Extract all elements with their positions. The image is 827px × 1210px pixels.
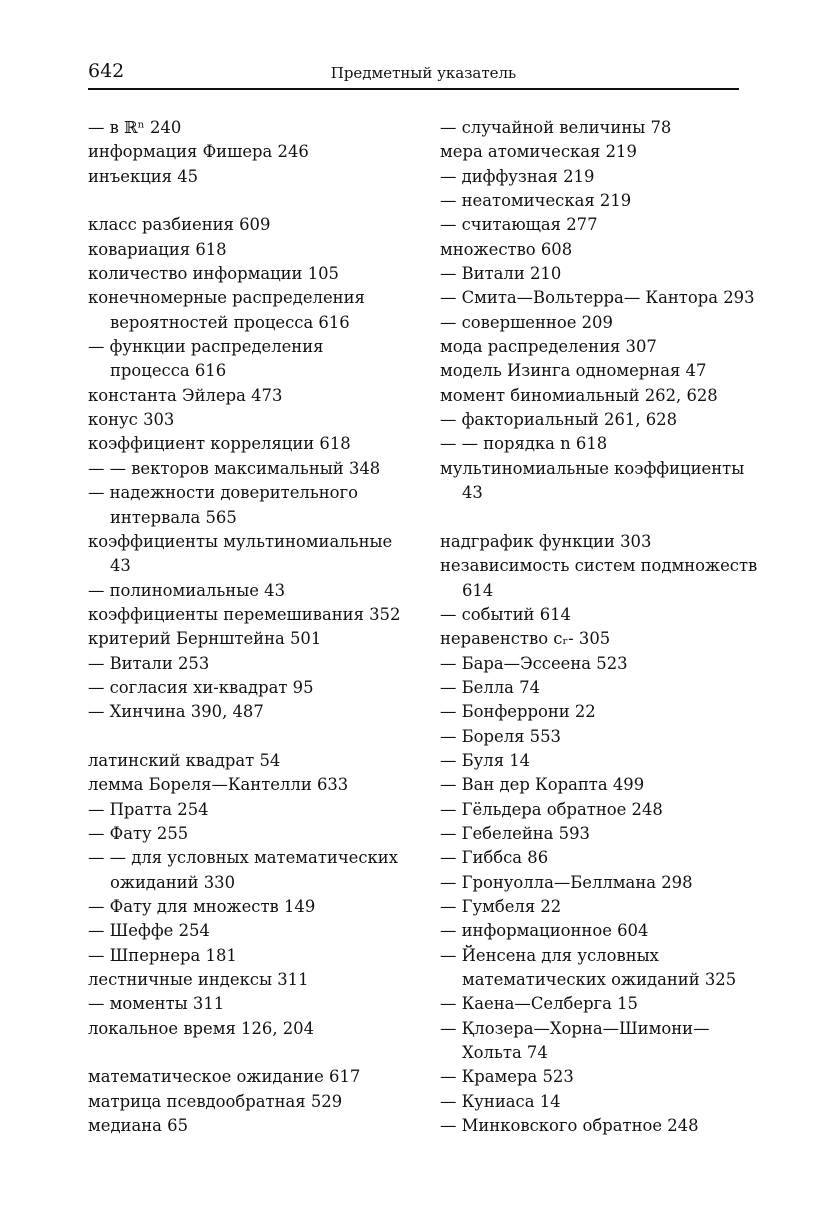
index-entry: — Гронуолла—Беллмана 298	[440, 872, 693, 892]
index-entry: — согласия хи-квадрат 95	[88, 677, 314, 697]
index-entry: — Витали 253	[88, 653, 210, 673]
index-entry: ковариация 618	[88, 239, 227, 259]
index-entry: — Витали 210	[440, 264, 562, 284]
index-entry-continuation: 43	[110, 556, 131, 576]
index-entry: коэффициенты перемешивания 352	[88, 604, 401, 624]
index-entry: — считающая 277	[440, 215, 598, 235]
index-entry: мультиномиальные коэффициенты	[440, 458, 745, 478]
index-entry: надграфик функции 303	[440, 531, 652, 551]
index-entry: — — для условных математических	[88, 848, 398, 868]
index-entry: — Хинчина 390, 487	[88, 702, 264, 722]
index-entry-continuation: интервала 565	[110, 507, 237, 527]
index-entry: — надежности доверительного	[88, 483, 358, 503]
index-entry: — — порядка n 618	[440, 434, 608, 454]
index-entry: — Минковского обратное 248	[440, 1116, 699, 1136]
index-entry: — полиномиальные 43	[88, 580, 286, 600]
letter-group-gap	[88, 189, 408, 213]
letter-group-gap	[88, 1041, 408, 1065]
index-entry-continuation: математических ожиданий 325	[462, 970, 737, 990]
index-entry: неравенство cᵣ- 305	[440, 629, 611, 649]
index-entry: — — векторов максимальный 348	[88, 458, 381, 478]
index-entry-continuation: процесса 616	[110, 361, 227, 381]
index-entry: — факториальный 261, 628	[440, 410, 677, 430]
index-entry: — Белла 74	[440, 677, 541, 697]
index-entry: — Куниаса 14	[440, 1091, 561, 1111]
index-entry: — Гёльдера обратное 248	[440, 799, 663, 819]
index-entry: момент биномиальный 262, 628	[440, 385, 718, 405]
index-entry: — Шпернера 181	[88, 945, 237, 965]
index-entry: — Фату 255	[88, 823, 189, 843]
index-entry: мера атомическая 219	[440, 142, 637, 162]
index-entry: — моменты 311	[88, 994, 225, 1014]
index-entry: критерий Бернштейна 501	[88, 629, 322, 649]
index-entry: количество информации 105	[88, 264, 339, 284]
index-entry: математическое ожидание 617	[88, 1067, 361, 1087]
index-entry: константа Эйлера 473	[88, 385, 283, 405]
index-entry: — Смита—Вольтерра— Кантора 293	[440, 288, 755, 308]
index-entry: — Бореля 553	[440, 726, 561, 746]
index-entry: — неатомическая 219	[440, 191, 632, 211]
index-entry: — Шеффе 254	[88, 921, 210, 941]
index-entry: — в ℝⁿ 240	[88, 118, 182, 137]
index-entry: — Каена—Селберга 15	[440, 994, 638, 1014]
index-entry: инъекция 45	[88, 166, 199, 186]
letter-group-gap	[440, 506, 740, 530]
index-entry: независимость систем подмножеств	[440, 556, 758, 576]
index-entry: — Пратта 254	[88, 799, 209, 819]
index-entry-continuation: 614	[462, 580, 494, 600]
index-entry: — информационное 604	[440, 921, 649, 941]
index-entry: — Бара—Эссеена 523	[440, 653, 628, 673]
index-entry: — Буля 14	[440, 750, 531, 770]
index-entry-continuation: Хольта 74	[462, 1043, 548, 1063]
index-entry: мода распределения 307	[440, 337, 657, 357]
index-entry: — Крамера 523	[440, 1067, 574, 1087]
index-entry: — Йенсена для условных	[440, 945, 659, 965]
index-entry: множество 608	[440, 239, 573, 259]
index-entry: — случайной величины 78	[440, 118, 672, 137]
index-entry: — событий 614	[440, 604, 571, 624]
index-entry: класс разбиения 609	[88, 215, 271, 235]
index-entry: матрица псевдообратная 529	[88, 1091, 343, 1111]
index-entry: — Гумбеля 22	[440, 897, 562, 916]
index-entry: — Қлозера—Хорна—Шимони—	[440, 1018, 710, 1038]
index-column-left	[88, 116, 408, 1138]
index-entry: модель Изинга одномерная 47	[440, 361, 707, 381]
index-entry: конечномерные распределения	[88, 288, 365, 308]
index-entry: лемма Бореля—Кантелли 633	[88, 775, 349, 795]
index-entry: — диффузная 219	[440, 166, 595, 186]
index-entry: лестничные индексы 311	[88, 970, 309, 990]
page-header	[88, 58, 739, 90]
index-entry-continuation: ожиданий 330	[110, 872, 236, 892]
index-entry: латинский квадрат 54	[88, 750, 281, 770]
index-entry: информация Фишера 246	[88, 142, 309, 162]
index-entry: — Ван дер Корапта 499	[440, 775, 645, 795]
index-entry: локальное время 126, 204	[88, 1018, 315, 1038]
index-entry: коэффициенты мультиномиальные	[88, 531, 393, 551]
index-entry: медиана 65	[88, 1116, 189, 1136]
index-entry: — Гиббса 86	[440, 848, 549, 868]
index-entry-continuation: вероятностей процесса 616	[110, 312, 350, 332]
index-entry: конус 303	[88, 410, 175, 430]
running-title: Предметный указатель	[330, 64, 517, 82]
page-number: 642	[88, 60, 125, 82]
index-entry-continuation: 43	[462, 483, 483, 503]
index-entry: — Гебелейна 593	[440, 823, 590, 843]
index-entry: — совершенное 209	[440, 312, 613, 332]
index-entry: — Бонферрони 22	[440, 702, 596, 722]
index-entry: коэффициент корреляции 618	[88, 434, 351, 454]
letter-group-gap	[88, 725, 408, 749]
index-column-right	[440, 116, 758, 1138]
index-entry: — Фату для множеств 149	[88, 897, 316, 916]
index-entry: — функции распределения	[88, 337, 324, 357]
